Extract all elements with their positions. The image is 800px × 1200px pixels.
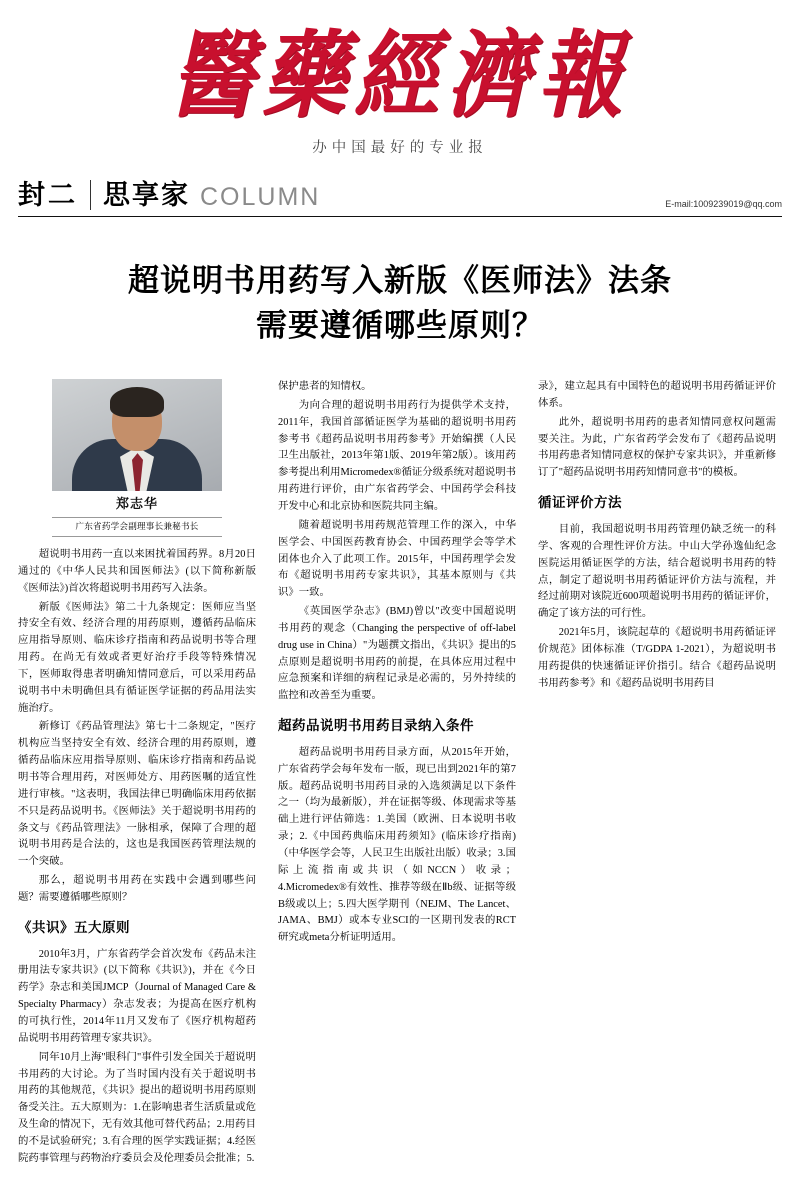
paragraph: 2010年3月，广东省药学会首次发布《药品未注册用法专家共识》(以下简称《共识》)，并在《今日药学》杂志和美国JMCP（Journal of Managed Care & Specialty Pharmacy）杂志发表；为提高在医疗机构的可执行性，2014年11月又发布了《医疗机构超药品说明书用药管理专家共识》。 xyxy=(18,948,256,1044)
paragraph: 超说明书用药一直以来困扰着国药界。8月20日通过的《中华人民共和国医师法》(以下简称新版《医师法》)首次将超说明书用药写入法条。 xyxy=(18,549,256,594)
author-block xyxy=(52,379,222,537)
column-name-en: COLUMN xyxy=(200,183,321,212)
author-name: 郑志华 xyxy=(115,497,158,513)
headline-line-1: 超说明书用药写入新版《医师法》法条 xyxy=(128,263,672,300)
column-2 xyxy=(278,379,516,1139)
photo-hair xyxy=(110,387,164,417)
paragraph: 2021年5月，该院起草的《超说明书用药循证评价规范》团体标准（T/GDPA 1-2021），为超说明书用药提供的快速循证评价指引。结合《超药品说明书用药参考》和《超药品说明书用药目 xyxy=(538,627,776,689)
paragraph: 目前，我国超说明书用药管理仍缺乏统一的科学、客观的合理性评价方法。中山大学孙逸仙纪念医院运用循证医学的方法，结合超说明书用药的特点，制定了超说明书用药循证评价方法与流程，并经过前期对该院近600项超说明书用药的循证评价，确定了该方法的可行性。 xyxy=(538,523,776,620)
paragraph: 超药品说明书用药目录方面，从2015年开始，广东省药学会每年发布一版，现已出到2021年的第7版。超药品说明书用药目录的入选须满足以下条件之一（均为最新版），并在证据等级、体现需求等基础上进行评估筛选：1.美国（欧洲、日本说明书收录；2.《中国药典临床用药须知》(临床诊疗指南)（中华医学会等，人民卫生出版社出版）收录；3.国际上流指南或共识（如NCCN）收录；4.Micromedex®有效性、推荐等级在Ⅱb级、证据等级B级或以上；5.四大医学期刊（NEJM、The Lancet、JAMA、BMJ）或本专业SCI的一区期刊发表的RCT研究或meta分析证明适用。 xyxy=(278,746,516,944)
column-1 xyxy=(18,379,256,1164)
subheading: 《共识》五大原则 xyxy=(18,919,130,936)
article-headline xyxy=(18,259,782,349)
paragraph: 录》，建立起具有中国特色的超说明书用药循证评价体系。 xyxy=(538,381,776,409)
paragraph: 《英国医学杂志》(BMJ)曾以"改变中国超说明书用药的观念（Changing the perspective of off-label drug use in China）"为题撰文指出，《共识》提出的5点原则是超说明书用药的前提，在具体应用过程中应急预案和详细的病程记录是必需的，另外持续的监控和改善至为重要。 xyxy=(278,606,516,702)
masthead xyxy=(18,0,782,157)
column-name-cn: 思享家 xyxy=(103,180,190,212)
paragraph: 保护患者的知情权。 xyxy=(278,381,372,393)
column-3 xyxy=(538,379,776,1139)
section-bar xyxy=(18,173,782,217)
paragraph: 新版《医师法》第二十九条规定：医师应当坚持安全有效、经济合理的用药原则，遵循药品临床应用指导原则、临床诊疗指南和药品说明书等合理用药。在尚无有效或者更好治疗手段等特殊情况下，医师取得患者明确知情同意后，可以采用药品说明书中未明确但具有循证医学证据的药品用法实施治疗。 xyxy=(18,601,256,714)
paragraph: 此外，超说明书用药的患者知情同意权问题需要关注。为此，广东省药学会发布了《超药品说明书用药患者知情同意权的保护专家共识》，并重新修订了"超药品说明书用药知情同意书"的模板。 xyxy=(538,416,776,479)
masthead-title: 醫藥經濟報 xyxy=(169,19,630,131)
page-label: 封二 xyxy=(18,180,78,212)
subheading: 循证评价方法 xyxy=(538,495,622,512)
masthead-subtitle: 办中国最好的专业报 xyxy=(312,140,488,157)
subheading: 超药品说明书用药目录纳入条件 xyxy=(278,718,474,735)
section-divider xyxy=(90,180,91,210)
paragraph: 新修订《药品管理法》第七十二条规定，"医疗机构应当坚持安全有效、经济合理的用药原则，遵循药品临床应用指导原则、临床诊疗指南和药品说明书等合理用药，对医师处方、用药医嘱的适宜性进行审核。"这表明，我国法律已明确临床用药依据不只是药品说明书。《医师法》关于超说明书用药的条文与《药品管理法》一脉相承，保障了合理的超说明书用药是合法的，这也是我国医药管理法规的一个突破。 xyxy=(18,721,256,868)
paragraph: 同年10月上海"眼科门"事件引发全国关于超说明书用药的大讨论。为了当时国内没有关于超说明书用药的其他规范，《共识》提出的超说明书用药原则备受关注。五大原则为：1.在影响患者生活质量或危及生命的情况下，无有效其他可替代药品；2.用药目的不是试验研究；3.有合理的医学实践证据；4.经医院药事管理与药物治疗委员会及伦理委员会批准；5. xyxy=(18,1051,256,1164)
paragraph: 那么，超说明书用药在实践中会遇到哪些问题？需要遵循哪些原则？ xyxy=(18,875,256,903)
author-title: 广东省药学会副理事长兼秘书长 xyxy=(52,517,222,537)
article-body xyxy=(18,379,782,1164)
paragraph: 随着超说明书用药规范管理工作的深入，中华医学会、中国医药教育协会、中国药理学会等学术团体也介入了此项工作。2015年，中国药理学会发布《超说明书用药专家共识》，其基本原则与《共识》一致。 xyxy=(278,519,516,599)
headline-line-2: 需要遵循哪些原则？ xyxy=(256,308,544,345)
paragraph: 为向合理的超说明书用药行为提供学术支持，2011年，我国首部循证医学为基础的超说明书用药参考书《超药品说明书用药参考》开始编撰（人民卫生出版社，2013年第1版、2019年第2版）。该用药参考提出利用Micromedex®循证分级系统对超说明书用药进行评价，由广东省药学会、中国药学会科技开发中心和北京协和医院共同主编。 xyxy=(278,399,516,512)
author-photo xyxy=(52,379,222,491)
contact-email: E-mail:1009239019@qq.com xyxy=(665,199,782,210)
